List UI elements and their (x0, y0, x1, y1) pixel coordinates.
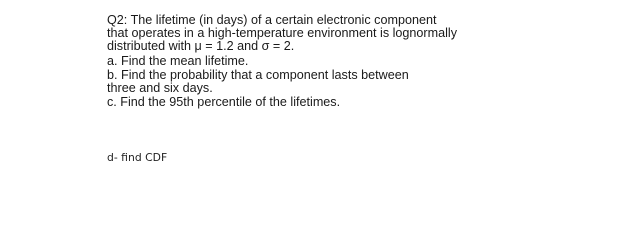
question-line-2: that operates in a high-temperature environment is lognormally (107, 26, 458, 41)
part-b-line-1: b. Find the probability that a component lasts between (107, 67, 409, 82)
part-b-line-2: three and six days. (107, 81, 213, 96)
question-block (107, 14, 527, 109)
part-a: a. Find the mean lifetime. (107, 53, 249, 68)
part-d-note: d- find CDF (107, 151, 168, 164)
part-c: c. Find the 95th percentile of the lifetimes. (107, 95, 341, 110)
question-line-3: distributed with μ = 1.2 and σ = 2. (107, 39, 295, 54)
question-line-1: Q2: The lifetime (in days) of a certain electronic component (107, 13, 437, 27)
